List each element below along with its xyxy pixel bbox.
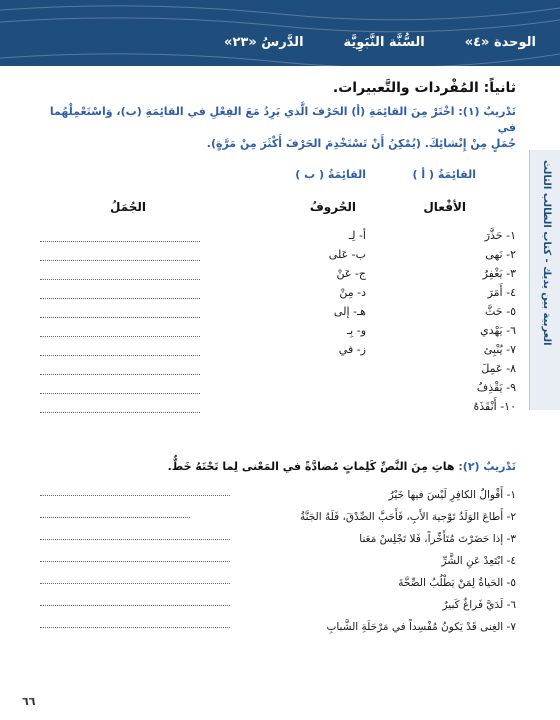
answer-line[interactable] xyxy=(40,495,230,496)
unit-label: الوحدة «٤» xyxy=(464,34,536,50)
verb-item: ١- حَذَّرَ xyxy=(484,229,516,242)
side-tab-text: العربية بين يديك - كتاب الطالب الثالث xyxy=(541,160,552,346)
exercise2-item xyxy=(40,571,516,590)
answer-line[interactable] xyxy=(40,240,200,242)
page-number: ٦٦ xyxy=(22,695,36,708)
exercise2-item xyxy=(40,549,516,568)
exercise1-instruction-2: جُمَلٍ مِنْ إِنْشائِكَ. (يُمْكِنُ أَنْ تَسْتَخْدِمَ الحَرْفَ أَكْثَرَ مِنْ مَرَّةٍ). xyxy=(206,137,516,150)
letter-item: د- مِنْ xyxy=(339,286,366,299)
answer-line[interactable] xyxy=(40,605,230,606)
list-a-header: القائِمَةُ ( أ ) xyxy=(412,168,476,181)
col-sentences: الجُمَلُ xyxy=(110,200,147,214)
page-header xyxy=(0,0,560,66)
verb-item: ٩- يَقْذِفُ xyxy=(476,381,516,394)
letter-item: ب- عَلى xyxy=(328,248,366,261)
letter-item: أ- لِـ xyxy=(348,229,366,242)
verb-item: ٦- يَهْدي xyxy=(480,324,516,337)
answer-line[interactable] xyxy=(40,627,230,628)
section-title: ثانياً: المُفْردات والتَّعبيرات. xyxy=(332,80,516,96)
exercise2-item-text: ٤- ابْتَعِدْ عَنِ الشَّرِّ xyxy=(441,555,516,567)
exercise2-heading xyxy=(40,460,516,473)
exercise2-list xyxy=(40,483,516,653)
unit-title: السُّنَّة النَّبَوِيَّة xyxy=(343,34,425,50)
answer-line[interactable] xyxy=(40,539,230,540)
exercise2-item-text: ١- أَقْوالُ الكافِرِ لَيْسَ فيها خَيْرٌ xyxy=(388,489,516,501)
answer-line[interactable] xyxy=(40,392,200,394)
exercise2-item xyxy=(40,527,516,546)
exercise2-item-text: ٢- أَطاعَ الوَلَدُ تَوْجيهَ الأَبِ، فَأَحَبَّ الصِّدْقَ، فَلَهُ الجَنَّةُ xyxy=(299,511,516,523)
exercise2-item-text: ٦- لَدَيَّ فَراغٌ كَبيرٌ xyxy=(442,599,516,611)
verb-item: ٤- أَمَرَ xyxy=(487,286,516,299)
exercise1-table xyxy=(40,162,516,452)
answer-line[interactable] xyxy=(40,354,200,356)
answer-line[interactable] xyxy=(40,335,200,337)
answer-line[interactable] xyxy=(40,517,190,518)
letter-item: هـ- إلى xyxy=(333,305,366,318)
exercise1-instruction-1: تَدْريبٌ (١): اخْتَرْ مِنَ القائِمَةِ (أ) الحَرْفَ الَّذي يَرِدُ مَعَ الفِعْلِ في القائِمَةِ (ب)، وَاسْتَعْمِلْهُما في xyxy=(49,105,516,134)
exercise2-item-text: ٣- إذا حَضَرْتَ مُتَأَخِّراً، فَلا تَجْلِسْ مَعَنا xyxy=(359,533,516,545)
list-b-header: القائِمَةُ ( ب ) xyxy=(295,168,366,181)
answer-line[interactable] xyxy=(40,316,200,318)
verb-item: ٢- نَهى xyxy=(485,248,516,261)
page-content xyxy=(40,80,516,653)
answer-line[interactable] xyxy=(40,583,230,584)
verb-item: ٧- يُنْبِئ xyxy=(483,343,516,356)
exercise2-instruction: هاتِ مِنَ النَّصِّ كَلِماتٍ مُضادَّةً في المَعْنى لِما تَحْتَهُ خَطٌّ. xyxy=(167,460,455,473)
verb-item: ٣- يَغْفِرُ xyxy=(482,267,516,280)
exercise2-label: تَدْريبٌ (٢): xyxy=(458,460,516,473)
answer-line[interactable] xyxy=(40,411,200,413)
exercise2-item xyxy=(40,483,516,502)
col-letters: الحُروفُ xyxy=(309,200,356,214)
exercise2-item-text: ٧- الغِنى قَدْ يَكونُ مُفْسِداً في مَرْحَلَةِ الشَّبابِ xyxy=(326,621,516,633)
exercise2-item xyxy=(40,505,516,524)
header-bar xyxy=(110,28,536,56)
exercise2-item xyxy=(40,593,516,612)
verb-item: ١٠- أَنْقَذَهُ xyxy=(473,400,516,413)
lesson-label: الدَّرسُ «٢٣» xyxy=(224,34,304,50)
verb-item: ٨- عَمِلَ xyxy=(481,362,516,375)
letter-item: ز- في xyxy=(338,343,366,356)
verb-item: ٥- حَثَّ xyxy=(485,305,516,318)
answer-line[interactable] xyxy=(40,297,200,299)
answer-line[interactable] xyxy=(40,278,200,280)
answer-line[interactable] xyxy=(40,373,200,375)
letter-item: ج- عَنْ xyxy=(336,267,366,280)
letter-item: و- بِـ xyxy=(346,324,366,337)
answer-line[interactable] xyxy=(40,561,230,562)
exercise2-item xyxy=(40,615,516,634)
answer-line[interactable] xyxy=(40,259,200,261)
col-verbs: الأفْعال xyxy=(423,200,466,214)
exercise2-item-text: ٥- الحَياةُ لِمَنْ يَطْلُبُ الصِّحَّةَ xyxy=(398,577,516,589)
